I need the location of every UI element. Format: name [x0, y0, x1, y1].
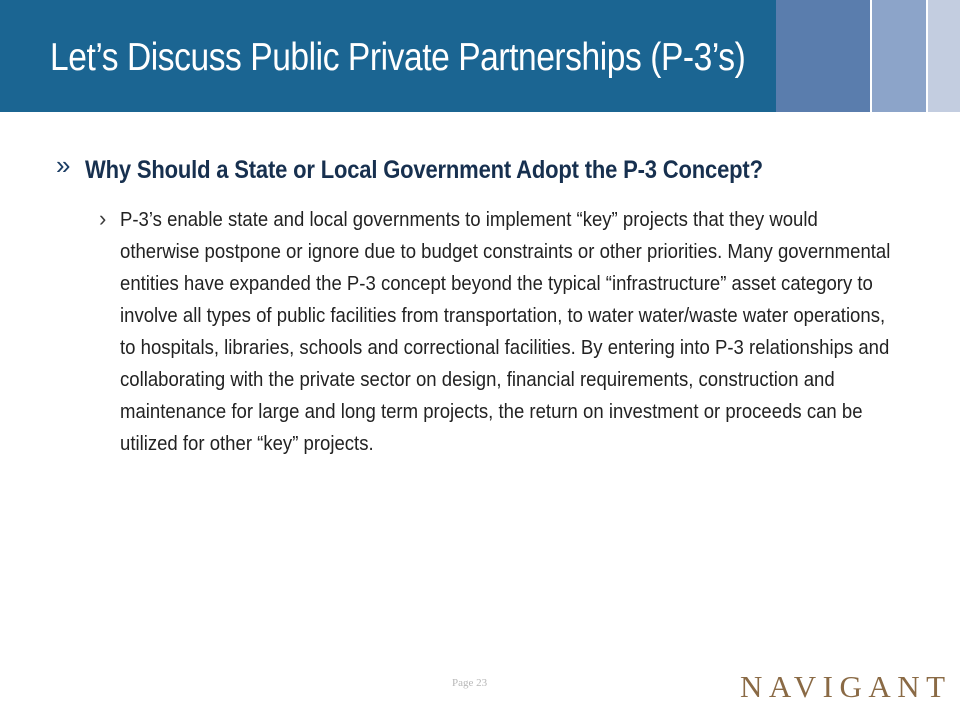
navigant-logo: [738, 666, 952, 704]
page-number: Page 23: [452, 677, 488, 689]
bullet-body: P-3’s enable state and local governments to implement “key” projects that they would otherwise postpone or ignore due to budget constraints or other priorities. Many governmental entities have expanded the P-3 concept beyond the typical “infrastructure” asset category to involve all types of public facilities from transportation, to water water/waste water operations, to hospitals, libraries, schools and correctional facilities. By entering into P-3 relationships and collaborating with the private sector on design, financial requirements, construction and maintenance for large and long term projects, the return on investment or proceeds can be utilized for other “key” projects.: [120, 208, 891, 455]
accent-stripe-2: [872, 0, 926, 112]
logo-wordmark: NAVIGANT: [740, 669, 952, 704]
slide-title: Let’s Discuss Public Private Partnerships (P-3’s): [50, 36, 746, 79]
bullet-heading: Why Should a State or Local Government Adopt the P-3 Concept?: [85, 156, 763, 184]
accent-stripe-3: [928, 0, 960, 112]
bullet-marker-level1: »: [56, 150, 71, 180]
title-bar: [0, 0, 776, 112]
accent-stripe-1: [776, 0, 870, 112]
bullet-marker-level2: ›: [99, 206, 107, 231]
